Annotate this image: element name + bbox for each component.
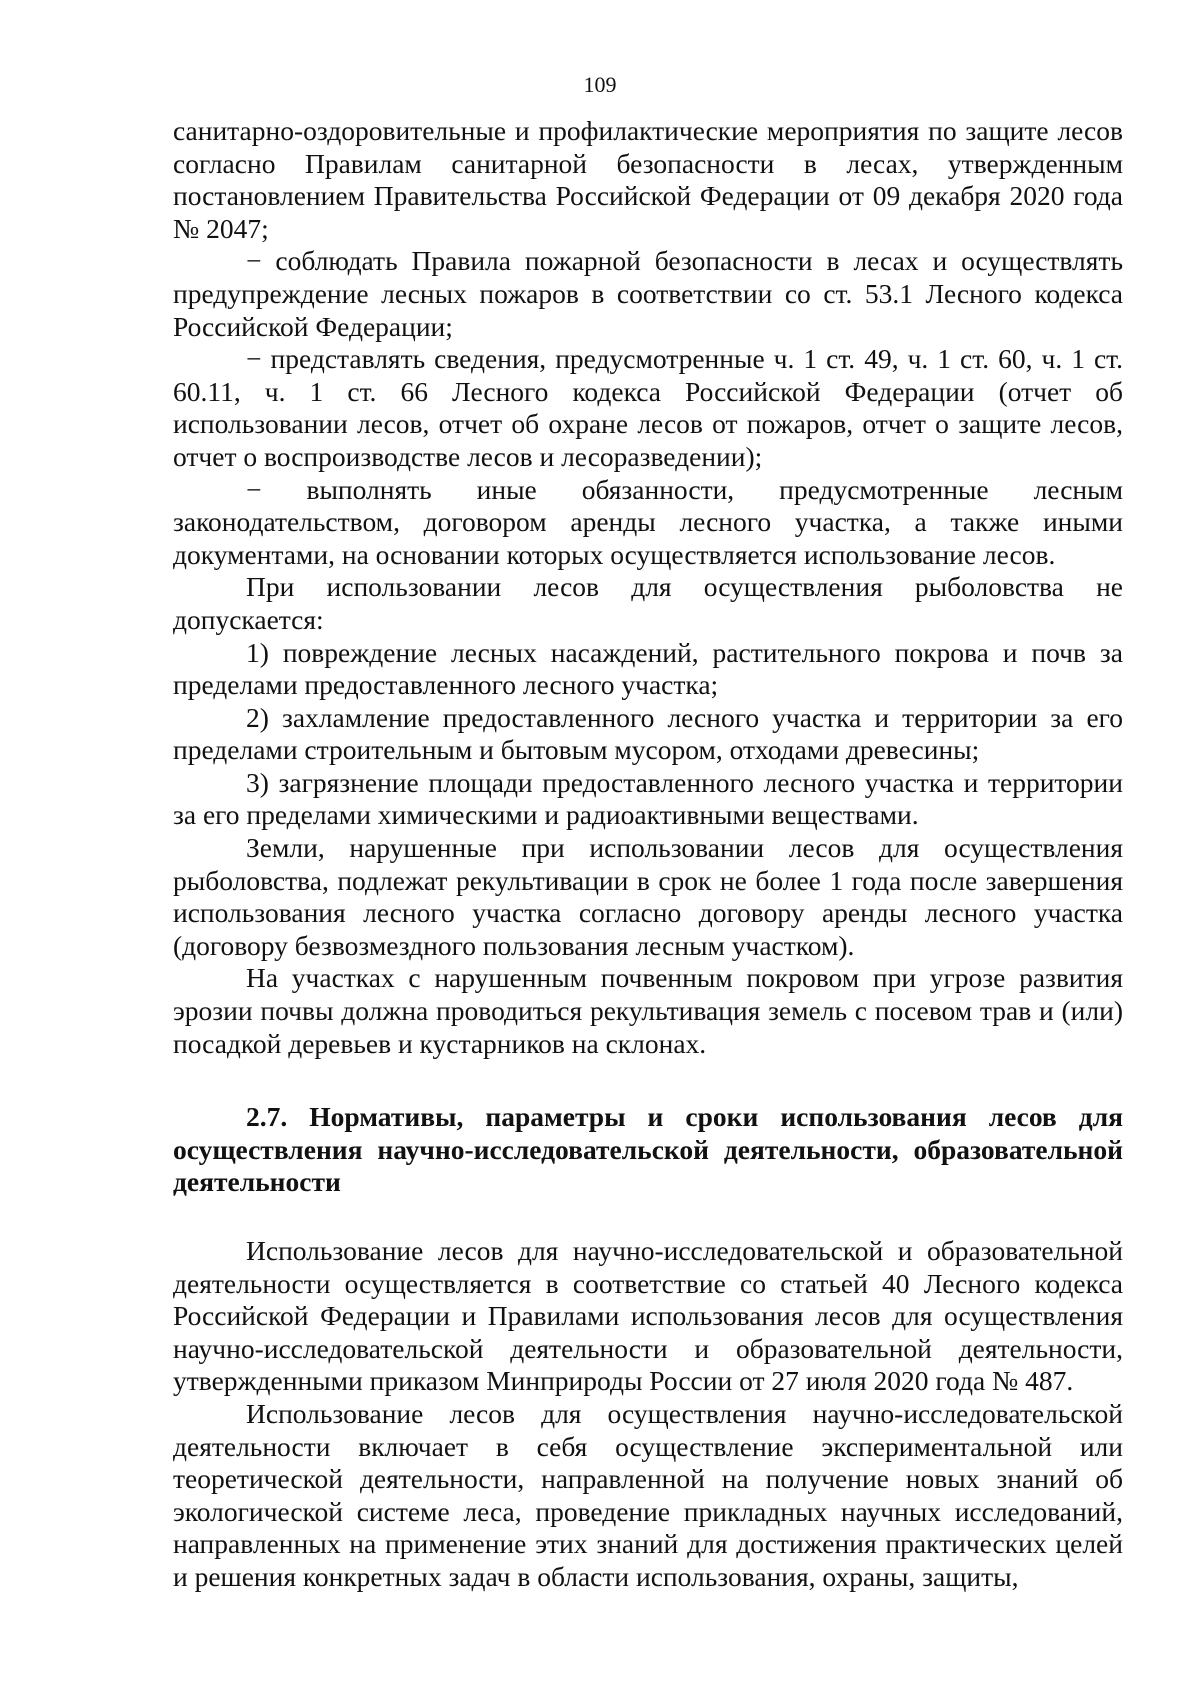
list-item-littering: 2) захламление предоставленного лесного участка и территории за его пределами строительным и бытовым мусором, отходами древесины;: [173, 701, 1123, 766]
paragraph-other-duties: − выполнять иные обязанности, предусмотренные лесным законодательством, договором аренды лесного участка, а также иными документами, на основании которых осуществляется использование лесов.: [173, 473, 1123, 570]
paragraph-reporting: − представлять сведения, предусмотренные ч. 1 ст. 49, ч. 1 ст. 60, ч. 1 ст. 60.11, ч. 1 ст. 66 Лесного кодекса Российской Федерации (отчет об использовании лесов, отчет об охране лесов от пожаров, отчет о защите лесов, отчет о воспроизводстве лесов и лесоразведении);: [173, 343, 1123, 472]
paragraph-continuation: санитарно-оздоровительные и профилактические мероприятия по защите лесов согласно Правилам санитарной безопасности в лесах, утвержденным постановлением Правительства Российской Федерации от 09 декабря 2020 года № 2047;: [173, 115, 1123, 244]
paragraph-reclamation: Земли, нарушенные при использовании лесов для осуществления рыболовства, подлежат рекультивации в срок не более 1 года после завершения использования лесного участка согласно договору аренды лесного участка (договору безвозмездного пользования лесным участком).: [173, 832, 1123, 961]
list-item-pollution: 3) загрязнение площади предоставленного лесного участка и территории за его пределами химическими и радиоактивными веществами.: [173, 766, 1123, 831]
paragraph-research-scope: Использование лесов для осуществления научно-исследовательской деятельности включает в себя осуществление экспериментальной или теоретической деятельности, направленной на получение новых знаний об экологической системе леса, проведение прикладных научных исследований, направленных на применение этих знаний для достижения практических целей и решения конкретных задач в области использования, охраны, защиты,: [173, 1397, 1123, 1592]
page-body: [173, 115, 1123, 1594]
page-number: 109: [583, 72, 617, 97]
paragraph-fishing-prohibitions: При использовании лесов для осуществления рыболовства не допускается:: [173, 571, 1123, 635]
list-item-damage: 1) повреждение лесных насаждений, растительного покрова и почв за пределами предоставленного лесного участка;: [173, 636, 1123, 701]
paragraph-fire-safety: − соблюдать Правила пожарной безопасности в лесах и осуществлять предупреждение лесных пожаров в соответствии со ст. 53.1 Лесного кодекса Российской Федерации;: [173, 245, 1123, 342]
paragraph-erosion: На участках с нарушенным почвенным покровом при угрозе развития эрозии почвы должна проводиться рекультивация земель с посевом трав и (или) посадкой деревьев и кустарников на склонах.: [173, 962, 1123, 1059]
paragraph-research-basis: Использование лесов для научно-исследовательской и образовательной деятельности осуществляется в соответствие со статьей 40 Лесного кодекса Российской Федерации и Правилами использования лесов для осуществления научно-исследовательской деятельности и образовательной деятельности, утвержденными приказом Минприроды России от 27 июля 2020 года № 487.: [173, 1235, 1123, 1397]
section-heading: 2.7. Нормативы, параметры и сроки использования лесов для осуществления научно-исследовательской деятельности, образовательной деятельности: [173, 1101, 1123, 1198]
